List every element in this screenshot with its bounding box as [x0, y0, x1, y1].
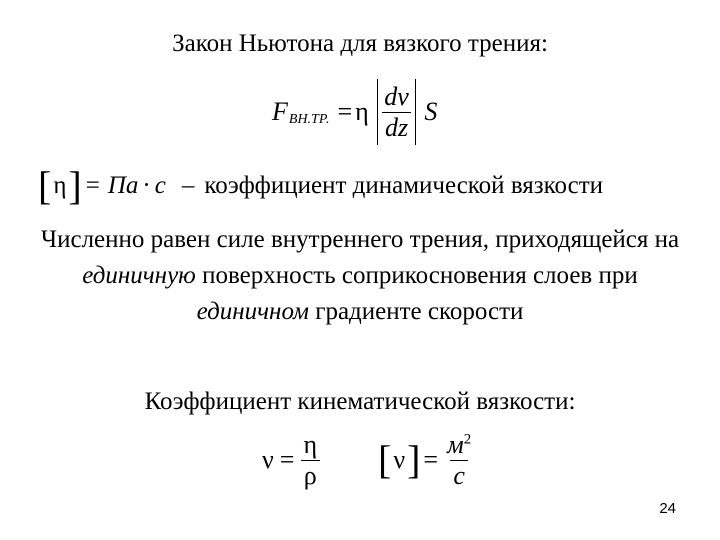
nu-symbol: ν	[262, 445, 274, 474]
bracket-open: [	[378, 437, 392, 482]
viscosity-units-line	[38, 163, 604, 208]
force-symbol: F	[272, 97, 288, 126]
eta-symbol: η	[53, 172, 67, 199]
explanation-text-1: Численно равен силе внутреннего трения, приходящейся на	[40, 226, 680, 253]
abs-bar-right	[415, 79, 417, 145]
bracket-close: ]	[407, 437, 421, 482]
bracket-open: [	[38, 163, 52, 208]
kinematic-units	[378, 428, 474, 492]
explanation-emphasis-2: единичном	[196, 298, 309, 325]
viscosity-description: коэффициент динамической вязкости	[204, 172, 604, 199]
exponent: 2	[463, 430, 472, 447]
abs-bar-left	[377, 79, 379, 145]
kinematic-formula	[262, 428, 320, 492]
bracket-close: ]	[68, 163, 82, 208]
pascal-unit: Па	[107, 172, 139, 199]
equals-sign: =	[423, 445, 439, 474]
explanation-text-2: поверхность соприкосновения слоев при	[195, 262, 638, 289]
fraction-numerator	[444, 430, 474, 460]
kinematic-title: Коэффициент кинематической вязкости:	[144, 388, 576, 415]
units-fraction	[444, 430, 474, 491]
fraction-denominator: dz	[382, 112, 411, 143]
fraction-numerator: dv	[384, 81, 409, 111]
explanation-text-3: градиенте скорости	[308, 298, 524, 325]
viscosity-explanation	[40, 222, 680, 330]
slide-title: Закон Ньютона для вязкого трения:	[172, 30, 548, 57]
meter-unit: м	[447, 429, 464, 459]
equals-sign: =	[279, 445, 295, 474]
force-subscript: ВН.ТР.	[288, 112, 330, 127]
newton-formula	[272, 76, 437, 148]
dash: –	[181, 172, 195, 199]
equals-sign: =	[337, 97, 353, 126]
equals-sign: =	[85, 172, 100, 199]
area-symbol: S	[424, 97, 438, 126]
eta-symbol: η	[355, 97, 369, 126]
multiply-dot: ·	[142, 172, 151, 199]
page-number: 24	[659, 500, 676, 517]
explanation-emphasis-1: единичную	[82, 262, 196, 289]
fraction-denominator: ρ	[301, 460, 320, 491]
kinematic-fraction	[300, 430, 320, 491]
fraction-denominator: с	[450, 460, 468, 491]
fraction-numerator: η	[303, 429, 318, 459]
velocity-gradient-fraction	[381, 82, 412, 143]
nu-symbol: ν	[393, 445, 406, 474]
second-unit: с	[154, 172, 166, 199]
